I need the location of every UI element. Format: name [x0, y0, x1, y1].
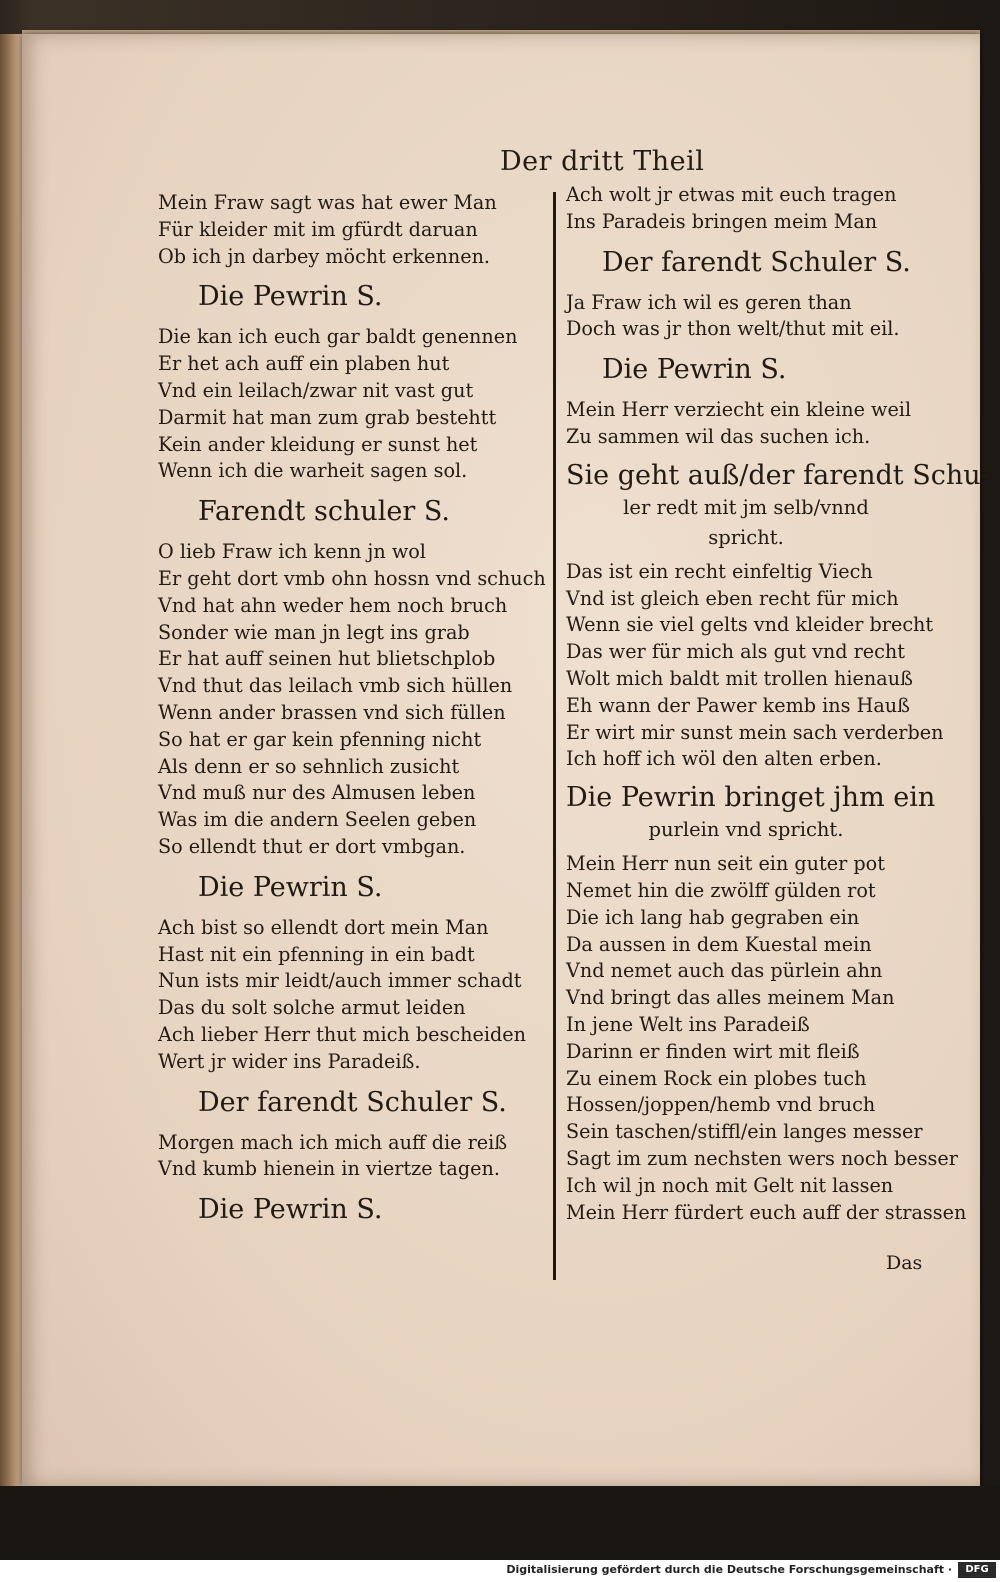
verse-line: Das wer für mich als gut vnd recht — [566, 640, 905, 664]
verse-line: Zu sammen wil das suchen ich. — [566, 424, 871, 448]
verse-section — [158, 1193, 538, 1227]
verse-line: Mein Herr fürdert euch auff der strassen — [566, 1200, 967, 1224]
verse-line: Für kleider mit im gfürdt daruan — [158, 217, 478, 241]
verse-line: So ellendt thut er dort vmbgan. — [158, 834, 466, 858]
verse-line: Sonder wie man jn legt ins grab — [158, 620, 470, 644]
verse-line: Vnd ist gleich eben recht für mich — [566, 586, 899, 610]
verse-line: Mein Herr verziecht ein kleine weil — [566, 398, 912, 422]
verse-line: Mein Herr nun seit ein guter pot — [566, 852, 885, 876]
verse-line: Vnd kumb hienein in viertze tagen. — [158, 1157, 500, 1181]
verse-line: Wenn ander brassen vnd sich füllen — [158, 700, 506, 724]
verse-line: Ins Paradeis bringen meim Man — [566, 209, 878, 233]
page-edge — [0, 34, 24, 1486]
verse-line: Darmit hat man zum grab bestehtt — [158, 405, 497, 429]
speaker-heading: Die Pewrin S. — [198, 871, 383, 903]
speaker-heading: Die Pewrin S. — [198, 281, 383, 313]
verse-section — [566, 459, 990, 773]
speaker-heading: Sie geht auß/der farendt Schu- — [566, 459, 990, 491]
verse-line: Ach wolt jr etwas mit euch tragen — [566, 183, 897, 206]
heading-continuation: spricht. — [708, 525, 784, 549]
verse-line: Nemet hin die zwölff gülden rot — [566, 878, 876, 902]
verse-line: Nun ists mir leidt/auch immer schadt — [158, 969, 522, 993]
verse-line: Er wirt mir sunst mein sach verderben — [566, 720, 944, 744]
verse-line: Das ist ein recht einfeltig Viech — [566, 559, 873, 583]
verse-section — [158, 1086, 538, 1184]
verse-line: Als denn er so sehnlich zusicht — [158, 754, 460, 778]
verse-line: Ob ich jn darbey möcht erkennen. — [158, 244, 491, 268]
speaker-heading: Die Pewrin bringet jhm ein — [566, 782, 936, 814]
verse-line: Kein ander kleidung er sunst het — [158, 432, 478, 456]
verse-line: Zu einem Rock ein plobes tuch — [566, 1066, 867, 1090]
verse-line: Vnd bringt das alles meinem Man — [566, 986, 895, 1010]
column-rule — [553, 192, 556, 1280]
verse-line: Das du solt solche armut leiden — [158, 996, 466, 1020]
verse-line: Vnd ein leilach/zwar nit vast gut — [158, 378, 474, 402]
verse-section — [566, 353, 946, 451]
speaker-heading: Farendt schuler S. — [198, 496, 450, 528]
verse-line: Ja Fraw ich wil es geren than — [566, 290, 852, 314]
verse-line: Er geht dort vmb ohn hossn vnd schuch — [158, 566, 546, 590]
verse-section — [158, 495, 546, 861]
verse-line: Ach bist so ellendt dort mein Man — [158, 915, 489, 939]
verse-line: Ach lieber Herr thut mich bescheiden — [158, 1022, 526, 1046]
verse-section — [158, 871, 538, 1076]
verse-line: Die kan ich euch gar baldt genennen — [158, 325, 518, 349]
verse-line: Wenn sie viel gelts vnd kleider brecht — [566, 613, 934, 637]
speaker-heading: Die Pewrin S. — [602, 354, 787, 386]
verse-line: In jene Welt ins Paradeiß — [566, 1012, 810, 1036]
right-column — [566, 182, 990, 1226]
verse-line: Hast nit ein pfenning in ein badt — [158, 942, 475, 966]
verse-line: Mein Fraw sagt was hat ewer Man — [158, 191, 497, 214]
left-column — [158, 190, 546, 1237]
verse-section — [566, 246, 946, 344]
verse-section — [158, 190, 538, 270]
verse-line: O lieb Fraw ich kenn jn wol — [158, 540, 426, 564]
running-header: Der dritt Theil — [500, 146, 705, 177]
speaker-heading: Der farendt Schuler S. — [198, 1086, 507, 1118]
verse-line: Vnd nemet auch das pürlein ahn — [566, 959, 883, 983]
verse-line: Was im die andern Seelen geben — [158, 808, 477, 832]
verse-line: Wert jr wider ins Paradeiß. — [158, 1049, 421, 1073]
verse-line: Sein taschen/stiffl/ein langes messer — [566, 1120, 923, 1144]
verse-line: Eh wann der Pawer kemb ins Hauß — [566, 693, 910, 717]
heading-continuation: purlein vnd spricht. — [648, 818, 844, 842]
dfg-logo: DFG — [958, 1562, 996, 1578]
verse-section — [566, 182, 946, 236]
footer-bar — [0, 1560, 1000, 1582]
verse-section — [566, 781, 967, 1226]
verse-line: Vnd thut das leilach vmb sich hüllen — [158, 674, 513, 698]
verse-line: Morgen mach ich mich auff die reiß — [158, 1130, 508, 1154]
verse-line: Die ich lang hab gegraben ein — [566, 905, 860, 929]
verse-line: Wolt mich baldt mit trollen hienauß — [566, 666, 913, 690]
verse-line: Er hat auff seinen hut blietschplob — [158, 647, 496, 671]
verse-line: Ich hoff ich wöl den alten erben. — [566, 747, 882, 771]
verse-line: Sagt im zum nechsten wers noch besser — [566, 1146, 958, 1170]
verse-line: Da aussen in dem Kuestal mein — [566, 932, 872, 956]
heading-continuation: ler redt mit jm selb/vnnd — [623, 495, 869, 519]
verse-line: So hat er gar kein pfenning nicht — [158, 727, 482, 751]
speaker-heading: Der farendt Schuler S. — [602, 246, 911, 278]
footer-credit: Digitalisierung gefördert durch die Deutsche Forschungsgemeinschaft · — [506, 1563, 952, 1576]
verse-section — [158, 280, 538, 485]
verse-line: Ich wil jn noch mit Gelt nit lassen — [566, 1173, 894, 1197]
verse-line: Hossen/joppen/hemb vnd bruch — [566, 1093, 876, 1117]
verse-line: Darinn er finden wirt mit fleiß — [566, 1039, 860, 1063]
verse-line: Vnd muß nur des Almusen leben — [158, 781, 476, 805]
verse-line: Doch was jr thon welt/thut mit eil. — [566, 317, 900, 341]
verse-line: Er het ach auff ein plaben hut — [158, 352, 450, 376]
scan-bottom-strip — [0, 1486, 1000, 1560]
verse-line: Vnd hat ahn weder hem noch bruch — [158, 593, 508, 617]
catchword: Das — [886, 1252, 923, 1274]
speaker-heading: Die Pewrin S. — [198, 1194, 383, 1226]
verse-line: Wenn ich die warheit sagen sol. — [158, 459, 468, 483]
